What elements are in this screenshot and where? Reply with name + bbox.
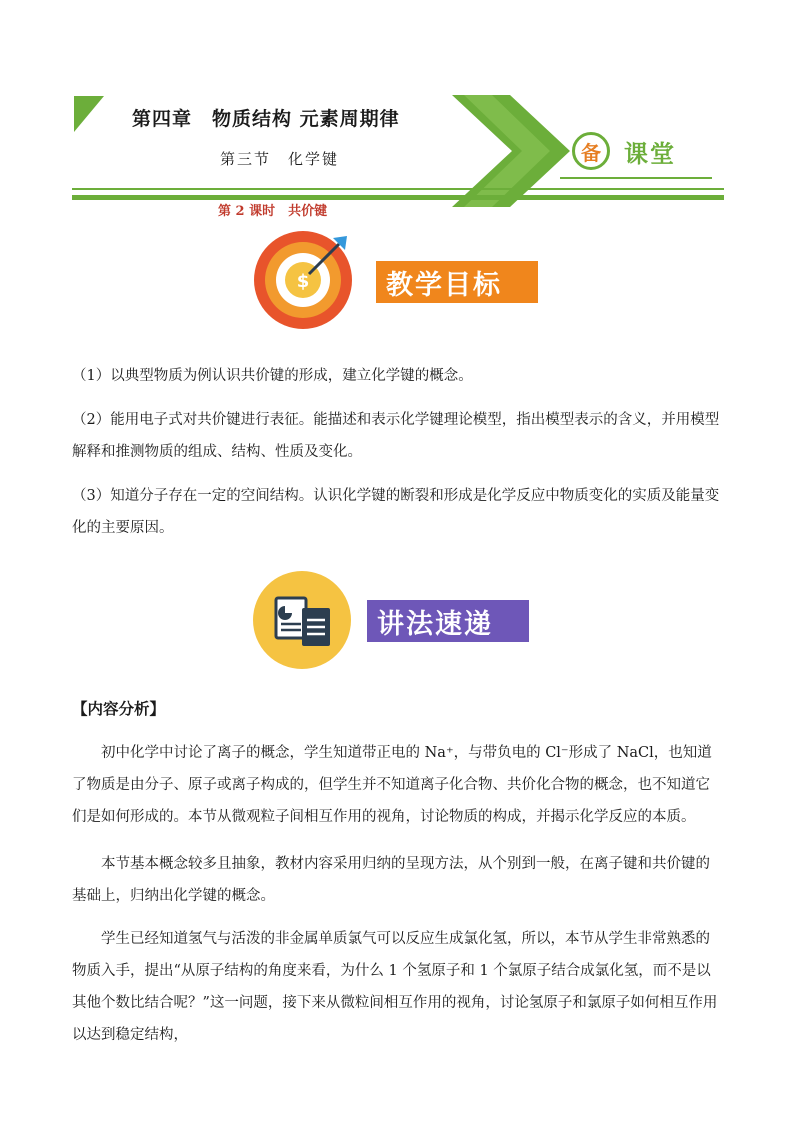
objectives-banner-label: 教学目标 bbox=[386, 269, 502, 301]
objective-item-2: （2）能用电子式对共价键进行表征。能描述和表示化学键理论模型，指出模型表示的含义，并用模型解释和推测物质的组成、结构、性质及变化。 bbox=[72, 412, 720, 460]
logo-badge-icon: 备 bbox=[572, 132, 610, 170]
method-banner bbox=[367, 600, 529, 642]
logo-text: 课堂 bbox=[624, 140, 676, 168]
header-rule-thick bbox=[72, 195, 724, 200]
content-paragraph-3: 学生已经知道氢气与活泼的非金属单质氯气可以反应生成氯化氢，所以，本节从学生非常熟悉的物质入手，提出“从原子结构的角度来看，为什么 1 个氢原子和 1 个氯原子结合成氯化氢，而不是以其他个数比结合呢？”这一问题，接下来从微粒间相互作用的视角，讨论氢原子和氯原子如何相互作用以达到稳定结构， bbox=[72, 931, 718, 1043]
header-rule-thin bbox=[72, 188, 724, 190]
content-paragraph-1: 初中化学中讨论了离子的概念，学生知道带正电的 Na⁺，与带负电的 Cl⁻形成了 NaCl，也知道了物质是由分子、原子或离子构成的，但学生并不知道离子化合物、共价化合物的概念，也不知道它们是如何形成的。本节从微观粒子间相互作用的视角，讨论物质的构成，并揭示化学反应的本质。 bbox=[72, 745, 712, 825]
objective-item-3: （3）知道分子存在一定的空间结构。认识化学键的断裂和形成是化学反应中物质变化的实质及能量变化的主要原因。 bbox=[72, 488, 720, 536]
header-chevron-icon bbox=[452, 95, 577, 207]
chapter-title: 第四章 物质结构 元素周期律 bbox=[132, 108, 400, 130]
method-banner-label: 讲法速递 bbox=[377, 608, 493, 640]
content-paragraph-2: 本节基本概念较多且抽象，教材内容采用归纳的呈现方法，从个别到一般，在离子键和共价键的基础上，归纳出化学键的概念。 bbox=[72, 856, 710, 904]
content-analysis-heading: 【内容分析】 bbox=[72, 699, 166, 718]
header-corner-triangle bbox=[74, 96, 104, 132]
section-title: 第三节 化学键 bbox=[220, 150, 340, 168]
objective-item-1: （1）以典型物质为例认识共价键的形成，建立化学键的概念。 bbox=[72, 368, 473, 384]
objectives-banner bbox=[376, 261, 538, 303]
svg-text:$: $ bbox=[296, 271, 310, 292]
lesson-title: 第 2 课时 共价键 bbox=[218, 204, 328, 219]
logo-underline bbox=[560, 177, 712, 179]
target-icon bbox=[253, 230, 355, 332]
documents-icon bbox=[252, 570, 354, 672]
